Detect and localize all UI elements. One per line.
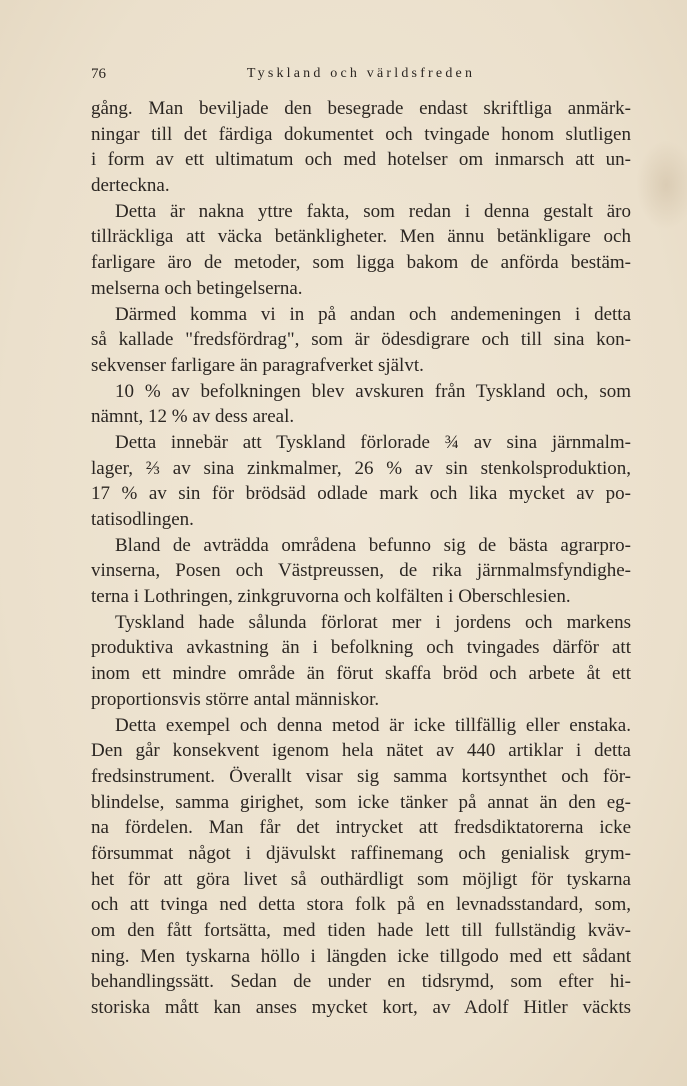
text-line: lager, ⅔ av sina zinkmalmer, 26 % av sin stenkolsproduktion,: [91, 457, 631, 479]
text-line: storiska mått kan anses mycket kort, av Adolf Hitler väckts: [91, 997, 631, 1019]
page-number: 76: [91, 66, 106, 82]
text-line: ningar till det färdiga dokumentet och tvingade honom slutligen: [91, 123, 631, 145]
text-line: proportionsvis större antal människor.: [91, 688, 380, 710]
text-line: farligare äro de metoder, som ligga bakom de anförda bestäm-: [91, 252, 631, 274]
text-line: så kallade "fredsfördrag", som är ödesdigrare och till sina kon-: [91, 329, 631, 351]
text-line: na fördelen. Man får det intrycket att fredsdiktatorerna icke: [91, 817, 631, 839]
text-line: terna i Lothringen, zinkgruvorna och kolfälten i Oberschlesien.: [91, 586, 571, 608]
text-line: Den går konsekvent igenom hela nätet av 440 artiklar i detta: [91, 740, 631, 762]
text-line: Detta exempel och denna metod är icke tillfällig eller enstaka.: [115, 714, 631, 736]
text-line: gång. Man beviljade den besegrade endast skriftliga anmärk-: [91, 98, 631, 119]
text-line: Detta är nakna yttre fakta, som redan i denna gestalt äro: [115, 200, 631, 222]
text-line: vinserna, Posen och Västpreussen, de rika järnmalmsfyndighe-: [91, 560, 631, 582]
text-line: försummat något i djävulskt raffinemang och genialisk grym-: [91, 842, 631, 864]
text-line: nämnt, 12 % av dess areal.: [91, 406, 295, 428]
text-line: produktiva avkastning än i befolkning och tvingades därför att: [91, 637, 631, 659]
running-head: Tyskland och världsfreden: [246, 66, 476, 81]
paper-stain: [636, 140, 687, 230]
text-line: om den fått fortsätta, med tiden hade lett till fullständig kväv-: [91, 920, 631, 941]
text-line: blindelse, samma girighet, som icke tänker på annat än den eg-: [91, 791, 631, 813]
text-line: fredsinstrument. Överallt visar sig samma kortsynthet och för-: [91, 765, 631, 787]
text-line: Bland de avträdda områdena befunno sig de bästa agrarpro-: [115, 534, 631, 556]
text-line: Tyskland hade sålunda förlorat mer i jordens och markens: [115, 611, 631, 633]
text-line: Detta innebär att Tyskland förlorade ¾ av sina järnmalm-: [115, 431, 631, 453]
text-line: het för att göra livet så outhärdligt som möjligt för tyskarna: [91, 868, 631, 890]
text-line: ning. Men tyskarna höllo i längden icke tillgodo med ett sådant: [91, 945, 631, 967]
text-line: melserna och betingelserna.: [91, 277, 303, 299]
text-line: tillräckliga att väcka betänkligheter. Men ännu betänkligare och: [91, 226, 631, 248]
text-line: derteckna.: [91, 175, 170, 197]
text-line: tatisodlingen.: [91, 509, 194, 530]
text-line: sekvenser farligare än paragrafverket självt.: [91, 354, 424, 376]
text-line: behandlingssätt. Sedan de under en tidsrymd, som efter hi-: [91, 971, 631, 993]
text-line: 10 % av befolkningen blev avskuren från Tyskland och, som: [115, 380, 631, 402]
text-line: inom ett mindre område än förut skaffa bröd och arbete åt ett: [91, 663, 631, 685]
page-header: [91, 66, 631, 86]
text-line: i form av ett ultimatum och med hotelser om inmarsch att un-: [91, 149, 631, 171]
text-line: Därmed komma vi in på andan och andemeningen i detta: [115, 303, 631, 325]
text-line: 17 % av sin för brödsäd odlade mark och lika mycket av po-: [91, 483, 631, 505]
text-line: och att tvinga ned detta stora folk på en levnadsstandard, som,: [91, 894, 631, 916]
body-text: [91, 96, 631, 1021]
